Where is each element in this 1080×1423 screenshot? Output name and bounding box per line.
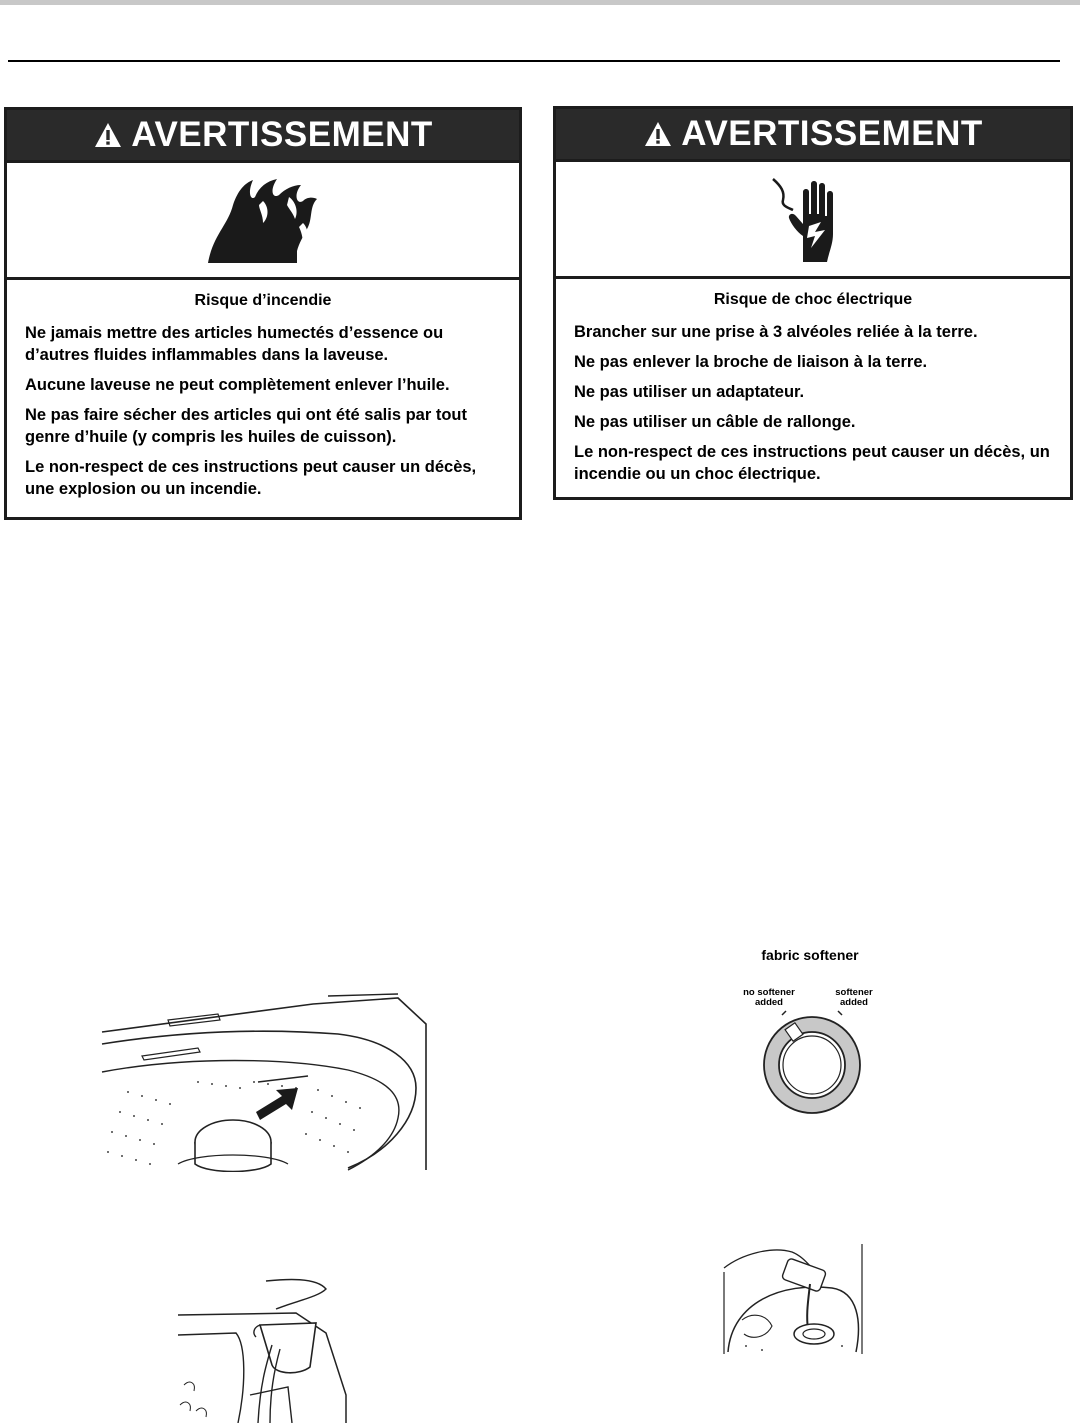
warning-header (556, 109, 1070, 159)
warning-line: Aucune laveuse ne peut complètement enlever l’huile. (25, 376, 450, 394)
warning-line: Brancher sur une prise à 3 alvéoles reliée à la terre. (574, 323, 978, 341)
warning-title: AVERTISSEMENT (131, 115, 433, 154)
warning-triangle-icon (643, 120, 673, 148)
warning-header (7, 110, 519, 160)
no-softener-label: no softener added (743, 987, 795, 1008)
warning-triangle-icon (93, 121, 123, 149)
fabric-softener-dial-icon (752, 1005, 872, 1115)
warning-body (556, 279, 1070, 503)
hazard-pictogram-area (556, 159, 1070, 279)
softener-added-label: softener added (835, 987, 873, 1008)
fire-icon (203, 175, 323, 265)
hazard-pictogram-area (7, 160, 519, 280)
fire-warning-box (4, 107, 522, 520)
warning-line: Ne pas faire sécher des articles qui ont été salis par tout genre d’huile (y compris les huiles de cuisson). (25, 406, 467, 446)
electric-shock-hand-icon (763, 174, 863, 264)
top-edge-strip (0, 0, 1080, 5)
pouring-softener-illustration (722, 1242, 864, 1354)
warning-line: Ne pas utiliser un câble de rallonge. (574, 413, 856, 431)
warning-line: Le non-respect de ces instructions peut causer un décès, un incendie ou un choc électrique. (574, 443, 1050, 483)
pouring-detergent-illustration (176, 1275, 352, 1423)
washer-tub-illustration (98, 992, 430, 1172)
warning-line: Ne jamais mettre des articles humectés d’essence ou d’autres fluides inflammables dans la laveuse. (25, 324, 444, 364)
risk-heading: Risque d’incendie (194, 292, 332, 309)
warning-line: Le non-respect de ces instructions peut causer un décès, une explosion ou un incendie. (25, 458, 477, 498)
warning-title: AVERTISSEMENT (681, 114, 983, 153)
header-rule (8, 60, 1060, 62)
risk-heading: Risque de choc électrique (713, 291, 913, 308)
fabric-softener-title: fabric softener (761, 947, 859, 963)
electric-shock-warning-box (553, 106, 1073, 500)
warning-line: Ne pas utiliser un adaptateur. (574, 383, 805, 401)
warning-line: Ne pas enlever la broche de liaison à la terre. (574, 353, 928, 371)
warning-body (7, 280, 519, 518)
